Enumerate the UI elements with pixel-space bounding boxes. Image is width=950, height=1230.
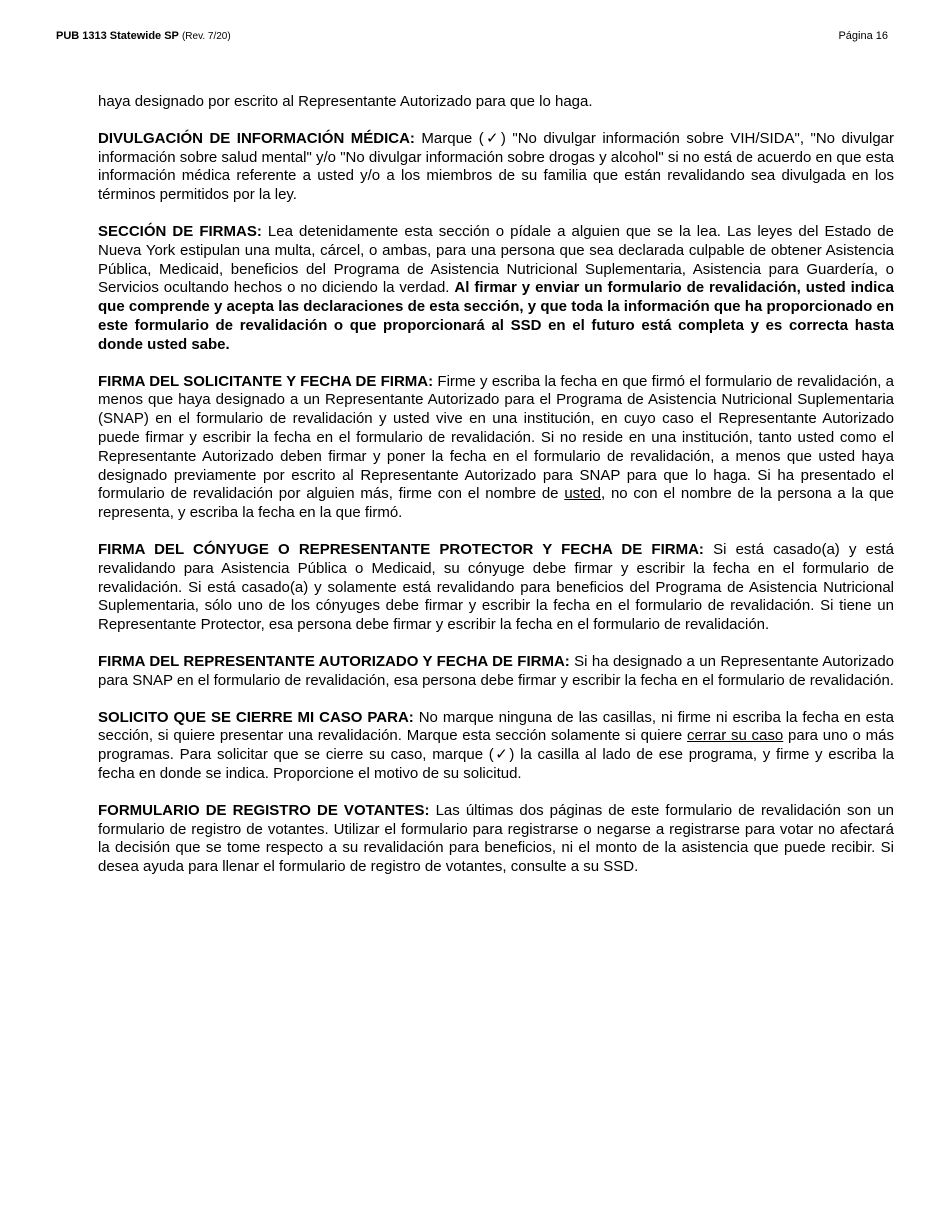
- medical-disclosure-text: Marque (✓) "No divulgar información sobre VIH/SIDA", "No divulgar información sobre salud mental" y/o "No divulgar información sobre drogas y alcohol" si no está de acuerdo en que esta información médica referente a usted y/o a los miembros de su familia que están revalidando sea divulgada en los términos permitidos por la ley.: [98, 129, 894, 204]
- voter-registration-section: [98, 802, 894, 877]
- medical-disclosure-section: [98, 130, 894, 205]
- spouse-signature-heading: FIRMA DEL CÓNYUGE O REPRESENTANTE PROTECTOR Y FECHA DE FIRMA:: [98, 540, 704, 558]
- authorized-rep-text: Si ha designado a un Representante Autorizado para SNAP en el formulario de revalidación, esa persona debe firmar y escribir la fecha en el formulario de revalidación.: [98, 652, 894, 689]
- instructions-body: [98, 93, 894, 895]
- signatures-section: [98, 223, 894, 355]
- page-header-form-id: [56, 30, 231, 43]
- applicant-signature-text-end: , no con el nombre de la persona a la que representa, y escriba la fecha en la que firmó.: [98, 485, 895, 522]
- applicant-signature-heading: FIRMA DEL SOLICITANTE Y FECHA DE FIRMA:: [98, 372, 434, 390]
- revision-date: (Rev. 7/20): [181, 31, 231, 42]
- close-case-heading: SOLICITO QUE SE CIERRE MI CASO PARA:: [98, 708, 414, 726]
- close-case-underlined: cerrar su caso: [687, 727, 784, 745]
- applicant-signature-underlined: usted: [564, 485, 602, 503]
- medical-disclosure-heading: DIVULGACIÓN DE INFORMACIÓN MÉDICA:: [98, 129, 415, 147]
- close-case-section: [98, 709, 894, 784]
- continuation-paragraph: haya designado por escrito al Representante Autorizado para que lo haga.: [98, 93, 593, 110]
- applicant-signature-section: [98, 373, 894, 523]
- spouse-signature-section: [98, 541, 894, 635]
- spouse-signature-text: Si está casado(a) y está revalidando para Asistencia Pública o Medicaid, su cónyuge debe firmar y escribir la fecha en el formulario de revalidación. Si está casado(a) y solamente está revalidando para beneficios del Programa de Asistencia Nutricional Suplementaria, sólo uno de los cónyuges debe firmar y escribir la fecha en el formulario de revalidación. Si tiene un Representante Protector, esa persona debe firmar y escribir la fecha en el formulario de revalidación.: [98, 540, 894, 634]
- voter-registration-heading: FORMULARIO DE REGISTRO DE VOTANTES:: [98, 801, 430, 819]
- signatures-heading: SECCIÓN DE FIRMAS:: [98, 222, 262, 240]
- applicant-signature-text: Firme y escriba la fecha en que firmó el formulario de revalidación, a menos que haya designado a un Representante Autorizado para el Programa de Asistencia Nutricional Suplementaria (SNAP) en el formulario de revalidación y usted vive en una institución, en cuyo caso el Representante Autorizado puede firmar y escribir la fecha en el formulario de revalidación. Si no reside en una institución, tanto usted como el Representante Autorizado deben firmar y poner la fecha en el formulario de revalidación, a menos que usted haya designado previamente por escrito al Representante Autorizado para SNAP para que lo haga. Si ha presentado el formulario de revalidación por alguien más, firme con el nombre de: [98, 372, 895, 503]
- page-number: Página 16: [838, 30, 888, 42]
- signatures-text: Lea detenidamente esta sección o pídale a alguien que se la lea. Las leyes del Estado de Nueva York estipulan una multa, cárcel, o ambas, para una persona que sea declarada culpable de obtener Asistencia Pública, Medicaid, beneficios del Programa de Asistencia Nutricional Suplementaria, Asistencia para Guardería, o Servicios ocultando hechos o no diciendo la verdad.: [98, 222, 894, 297]
- close-case-text-end: para uno o más programas. Para solicitar que se cierre su caso, marque (✓) la casilla al lado de ese programa, y firme y escriba la fecha en donde se indica. Proporcione el motivo de su solicitud.: [98, 727, 894, 782]
- authorized-rep-section: [98, 653, 894, 691]
- authorized-rep-heading: FIRMA DEL REPRESENTANTE AUTORIZADO Y FECHA DE FIRMA:: [98, 652, 570, 670]
- publication-number: PUB 1313 Statewide SP: [56, 30, 179, 42]
- voter-registration-text: Las últimas dos páginas de este formulario de revalidación son un formulario de registro de votantes. Utilizar el formulario para registrarse o negarse a registrarse para votar no afectará la decisión que se tome respecto a su revalidación para beneficios, ni el monto de la asistencia que puede recibir. Si desea ayuda para llenar el formulario de registro de votantes, consulte a su SSD.: [98, 801, 894, 876]
- signatures-bold-text: Al firmar y enviar un formulario de revalidación, usted indica que comprende y acepta las declaraciones de esta sección, y que toda la información que ha proporcionado en este formulario de revalidación o que proporcionará al SSD en el futuro está completa y es correcta hasta donde usted sabe.: [98, 279, 894, 353]
- close-case-text: No marque ninguna de las casillas, ni firme ni escriba la fecha en esta sección, si quiere presentar una revalidación. Marque esta sección solamente si quiere: [98, 708, 895, 745]
